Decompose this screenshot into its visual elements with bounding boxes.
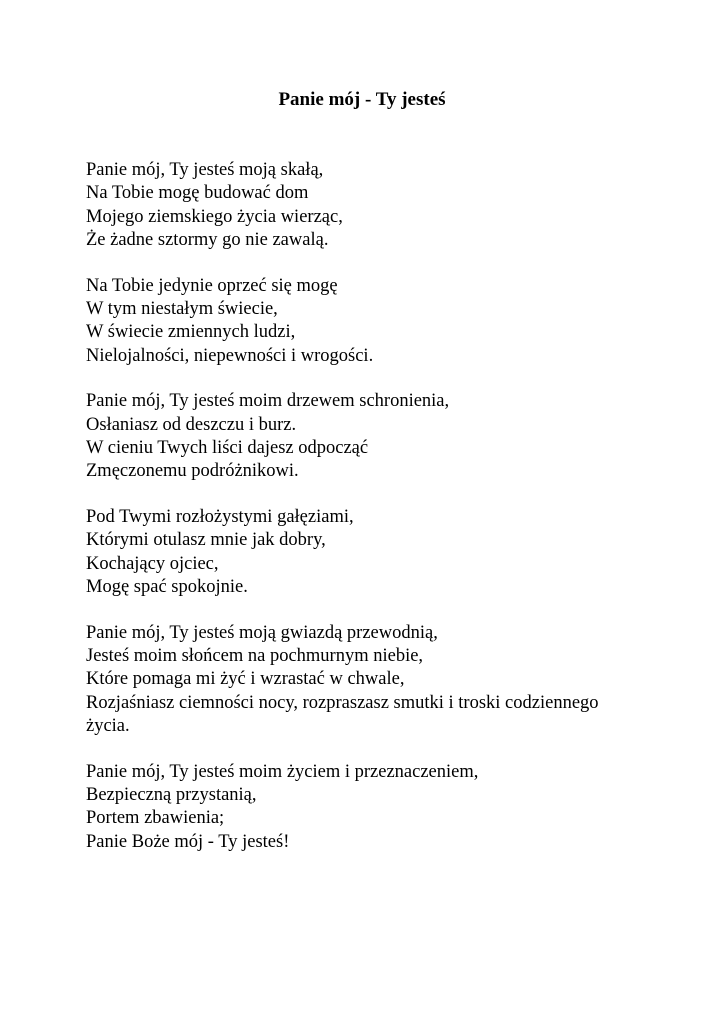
poem-line: Mogę spać spokojnie. [86,577,248,598]
poem-line: Pod Twymi rozłożystymi gałęziami, [86,506,354,527]
poem-line: Mojego ziemskiego życia wierząc, [86,206,343,227]
poem-body [86,159,706,876]
stanza [86,622,706,739]
poem-line: Panie Boże mój - Ty jesteś! [86,831,290,852]
poem-line: Kochający ojciec, [86,553,219,574]
poem-line: Zmęczonemu podróżnikowi. [86,461,299,482]
poem-line: Panie mój, Ty jesteś moją gwiazdą przewodnią, [86,622,438,643]
poem-line: Bezpieczną przystanią, [86,784,257,805]
poem-title: Panie mój - Ty jesteś [278,89,446,110]
poem-line: Panie mój, Ty jesteś moim drzewem schronienia, [86,391,450,412]
poem-line: Osłaniasz od deszczu i burz. [86,414,297,435]
poem-line: Że żadne sztormy go nie zawalą. [86,230,329,251]
poem-line: życia. [86,716,130,737]
stanza [86,159,706,253]
poem-line: Na Tobie mogę budować dom [86,183,309,204]
stanza [86,506,706,600]
poem-line: Panie mój, Ty jesteś moim życiem i przeznaczeniem, [86,761,479,782]
stanza [86,275,706,369]
poem-line: Rozjaśniasz ciemności nocy, rozpraszasz smutki i troski codziennego [86,692,599,713]
stanza [86,390,706,484]
poem-line: W cieniu Twych liści dajesz odpocząć [86,438,369,459]
poem-line: Na Tobie jedynie oprzeć się mogę [86,275,338,296]
poem-line: W świecie zmiennych ludzi, [86,322,296,343]
poem-line: Które pomaga mi żyć i wzrastać w chwale, [86,669,405,690]
poem-line: Portem zbawienia; [86,808,225,829]
poem-line: Panie mój, Ty jesteś moją skałą, [86,160,324,180]
stanza [86,761,706,855]
poem-line: Nielojalności, niepewności i wrogości. [86,345,374,366]
poem-line: Którymi otulasz mnie jak dobry, [86,530,326,551]
poem-line: W tym niestałym świecie, [86,299,278,320]
poem-line: Jesteś moim słońcem na pochmurnym niebie, [86,645,424,666]
